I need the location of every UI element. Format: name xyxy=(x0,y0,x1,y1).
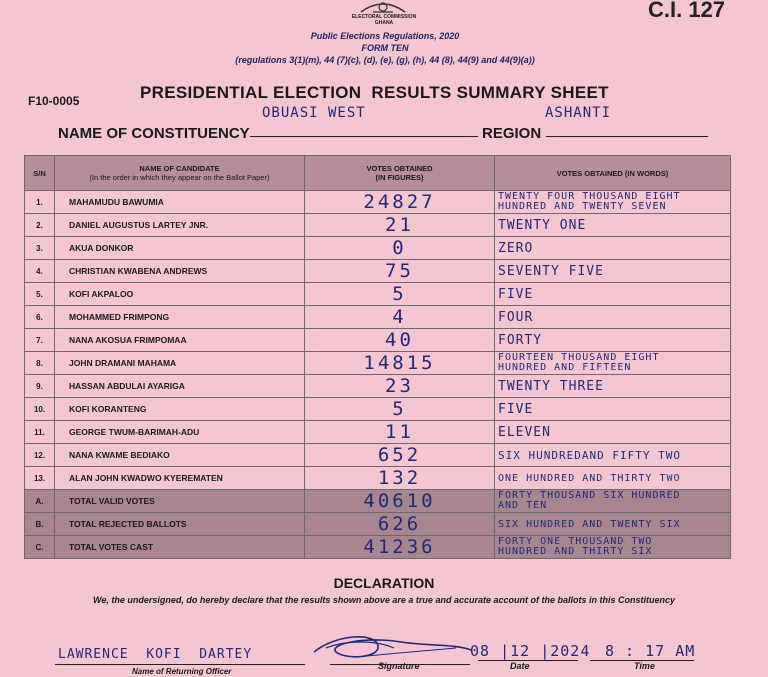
header-figures-note: (IN FIGURES) xyxy=(375,173,424,182)
votes-figures: 40 xyxy=(305,329,495,352)
votes-words: FIVE xyxy=(495,398,731,421)
votes-words: ONE HUNDRED AND THIRTY TWO xyxy=(495,467,731,490)
commission-country: GHANA xyxy=(374,20,394,26)
votes-words: FOUR xyxy=(495,306,731,329)
candidate-name: KOFI KORANTENG xyxy=(55,398,305,421)
total-words-line2: HUNDRED AND THIRTY SIX xyxy=(498,546,653,557)
total-name: TOTAL VOTES CAST xyxy=(55,536,305,559)
form-id: F10-0005 xyxy=(28,94,80,108)
time-value: 8 : 17 AM xyxy=(605,642,696,660)
table-header-row xyxy=(25,156,731,191)
votes-figures: 11 xyxy=(305,421,495,444)
row-sn: 10. xyxy=(25,398,55,421)
row-sn: 7. xyxy=(25,329,55,352)
row-sn: 2. xyxy=(25,214,55,237)
table-row xyxy=(25,467,731,490)
declaration-title: DECLARATION xyxy=(333,575,435,591)
votes-figures: 14815 xyxy=(305,352,495,375)
total-row-cast xyxy=(25,536,731,559)
table-row xyxy=(25,283,731,306)
table-row xyxy=(25,329,731,352)
total-name: TOTAL VALID VOTES xyxy=(55,490,305,513)
header-name xyxy=(55,156,305,191)
officer-underline xyxy=(55,664,305,665)
total-figures: 40610 xyxy=(305,490,495,513)
row-sn: 12. xyxy=(25,444,55,467)
total-words-line2: AND TEN xyxy=(498,500,548,511)
table-row xyxy=(25,444,731,467)
header-figures-title: VOTES OBTAINED xyxy=(366,164,433,173)
commission-label xyxy=(320,14,448,26)
total-words xyxy=(495,490,731,513)
table-row xyxy=(25,260,731,283)
votes-words xyxy=(495,352,731,375)
regulation-title: Public Elections Regulations, 2020 xyxy=(310,31,460,41)
table-row xyxy=(25,421,731,444)
table-row xyxy=(25,375,731,398)
votes-figures: 132 xyxy=(305,467,495,490)
candidate-name: JOHN DRAMANI MAHAMA xyxy=(55,352,305,375)
total-row-valid xyxy=(25,490,731,513)
candidate-name: MAHAMUDU BAWUMIA xyxy=(55,191,305,214)
region-value: ASHANTI xyxy=(545,105,612,121)
total-figures: 41236 xyxy=(305,536,495,559)
table-row xyxy=(25,352,731,375)
region-underline xyxy=(546,136,708,137)
row-sn: 1. xyxy=(25,191,55,214)
regulation-refs: (regulations 3(1)(m), 44 (7)(c), (d), (e), (g), (h), 44 (8), 44(9) and 44(9)(a)) xyxy=(235,55,535,65)
row-sn: 4. xyxy=(25,260,55,283)
votes-words: ZERO xyxy=(495,237,731,260)
header-words: VOTES OBTAINED (IN WORDS) xyxy=(495,156,731,191)
row-sn: B. xyxy=(25,513,55,536)
votes-figures: 75 xyxy=(305,260,495,283)
row-sn: C. xyxy=(25,536,55,559)
header-name-title: NAME OF CANDIDATE xyxy=(139,164,220,173)
votes-words: SIX HUNDREDAND FIFTY TWO xyxy=(495,444,731,467)
date-value: 08 |12 |2024 xyxy=(470,642,591,660)
candidate-name: GEORGE TWUM-BARIMAH-ADU xyxy=(55,421,305,444)
row-sn: 13. xyxy=(25,467,55,490)
form-name: FORM TEN xyxy=(361,43,409,53)
votes-words: SEVENTY FIVE xyxy=(495,260,731,283)
votes-figures: 24827 xyxy=(305,191,495,214)
votes-words: ELEVEN xyxy=(495,421,731,444)
votes-figures: 5 xyxy=(305,283,495,306)
time-label: Time xyxy=(634,661,655,671)
header-sn: S/N xyxy=(25,156,55,191)
votes-words-line1: FOURTEEN THOUSAND EIGHT xyxy=(498,352,660,363)
constituency-underline xyxy=(250,136,478,137)
votes-words-line1: TWENTY FOUR THOUSAND EIGHT xyxy=(498,191,681,202)
candidate-name: MOHAMMED FRIMPONG xyxy=(55,306,305,329)
votes-figures: 5 xyxy=(305,398,495,421)
votes-words: FORTY xyxy=(495,329,731,352)
declaration-text: We, the undersigned, do hereby declare that the results shown above are a true and accurate account of the ballots in this Constituency xyxy=(93,595,675,605)
candidate-name: ALAN JOHN KWADWO KYEREMATEN xyxy=(55,467,305,490)
row-sn: 9. xyxy=(25,375,55,398)
total-words-line1: FORTY ONE THOUSAND TWO xyxy=(498,536,653,547)
total-words: SIX HUNDRED AND TWENTY SIX xyxy=(495,513,731,536)
votes-figures: 0 xyxy=(305,237,495,260)
votes-words: TWENTY ONE xyxy=(495,214,731,237)
coat-of-arms-emblem xyxy=(353,0,413,14)
votes-figures: 21 xyxy=(305,214,495,237)
total-row-rejected xyxy=(25,513,731,536)
constituency-value: OBUASI WEST xyxy=(262,105,366,121)
candidate-name: AKUA DONKOR xyxy=(55,237,305,260)
results-table xyxy=(24,155,731,559)
votes-words-line2: HUNDRED AND TWENTY SEVEN xyxy=(498,201,667,212)
row-sn: 6. xyxy=(25,306,55,329)
total-words-line1: FORTY THOUSAND SIX HUNDRED xyxy=(498,490,681,501)
candidate-name: DANIEL AUGUSTUS LARTEY JNR. xyxy=(55,214,305,237)
votes-words-line2: HUNDRED AND FIFTEEN xyxy=(498,362,632,373)
total-name: TOTAL REJECTED BALLOTS xyxy=(55,513,305,536)
candidate-name: CHRISTIAN KWABENA ANDREWS xyxy=(55,260,305,283)
table-row xyxy=(25,398,731,421)
candidate-name: HASSAN ABDULAI AYARIGA xyxy=(55,375,305,398)
sheet-title: PRESIDENTIAL ELECTION RESULTS SUMMARY SHEET xyxy=(140,83,609,102)
votes-figures: 23 xyxy=(305,375,495,398)
votes-words xyxy=(495,191,731,214)
row-sn: 3. xyxy=(25,237,55,260)
constituency-label: NAME OF CONSTITUENCY xyxy=(58,125,250,142)
ci-number: C.I. 127 xyxy=(648,0,726,22)
table-row xyxy=(25,237,731,260)
votes-words: FIVE xyxy=(495,283,731,306)
table-row xyxy=(25,214,731,237)
votes-words: TWENTY THREE xyxy=(495,375,731,398)
row-sn: 8. xyxy=(25,352,55,375)
total-words xyxy=(495,536,731,559)
candidate-name: NANA KWAME BEDIAKO xyxy=(55,444,305,467)
total-figures: 626 xyxy=(305,513,495,536)
commission-name: ELECTORAL COMMISSION xyxy=(351,14,417,20)
region-label: REGION xyxy=(482,125,542,142)
votes-figures: 652 xyxy=(305,444,495,467)
candidate-name: NANA AKOSUA FRIMPOMAA xyxy=(55,329,305,352)
table-row xyxy=(25,191,731,214)
header-name-note: (In the order in which they appear on the Ballot Paper) xyxy=(89,173,270,182)
officer-name: LAWRENCE KOFI DARTEY xyxy=(58,647,253,662)
table-row xyxy=(25,306,731,329)
candidate-name: KOFI AKPALOO xyxy=(55,283,305,306)
signature-label: Signature xyxy=(378,661,420,671)
row-sn: 5. xyxy=(25,283,55,306)
date-label: Date xyxy=(510,661,530,671)
regulation-block xyxy=(150,30,620,66)
header-figures xyxy=(305,156,495,191)
votes-figures: 4 xyxy=(305,306,495,329)
row-sn: 11. xyxy=(25,421,55,444)
row-sn: A. xyxy=(25,490,55,513)
officer-label: Name of Returning Officer xyxy=(132,667,232,676)
